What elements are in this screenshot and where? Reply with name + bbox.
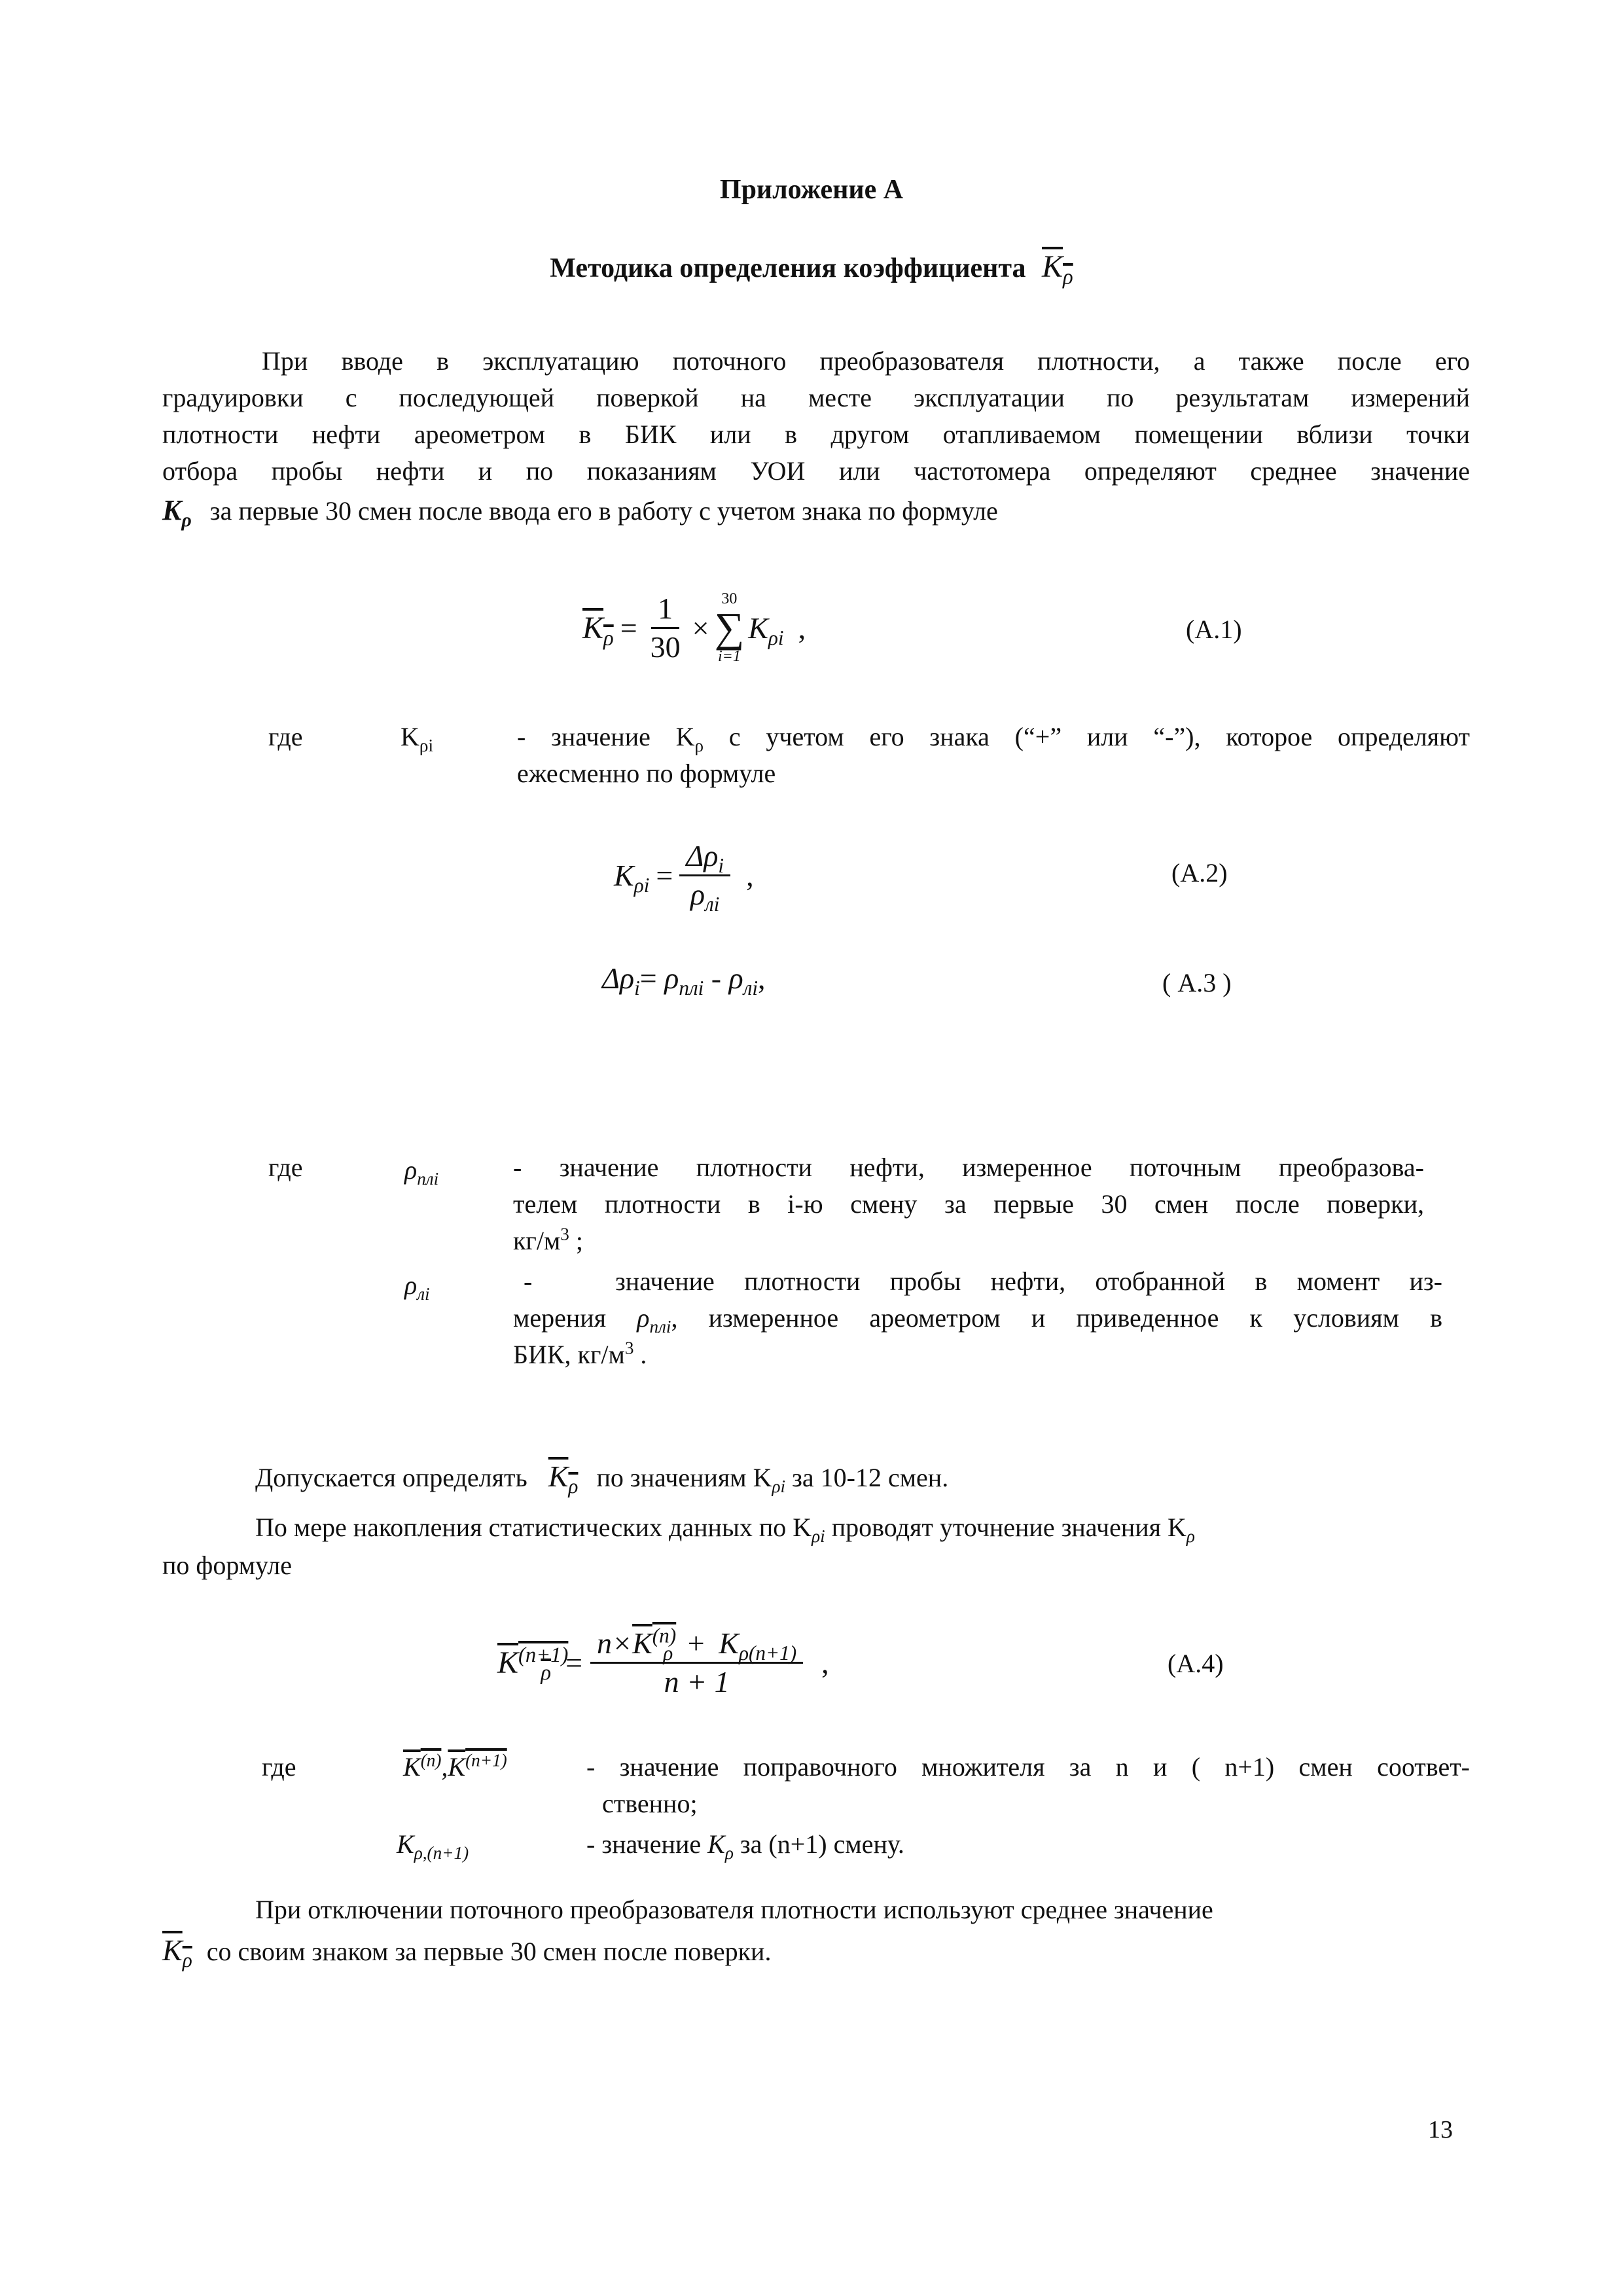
intro-line-1: При вводе в эксплуатацию поточного преобразователя плотности, а также после его	[262, 346, 1470, 376]
intro-line-2: градуировки с последующей поверкой на месте эксплуатации по результатам измерений	[162, 383, 1470, 412]
kpi-symbol: $K_{\rho i}$	[401, 722, 434, 755]
intro-line-3: плотности нефти ареометром в БИК или в другом отапливаемом помещении вблизи точки	[162, 420, 1470, 449]
rho-li-def-1: значение плотности пробы нефти, отобранной в момент из-	[615, 1266, 1442, 1296]
page-number: 13	[1428, 2116, 1453, 2144]
formula-a2: $K_{\rho i}$ = $\frac{\Delta\rho_i}{\rho_{лi}}$ ,	[614, 838, 754, 916]
formula-a2-label: (А.2)	[1171, 858, 1228, 888]
kp-n1-definition: - значение $K_\rho$ за (n+1) смену.	[586, 1829, 904, 1863]
rho-pli-def-2: телем плотности в i-ю смену за первые 30 смен после поверки,	[513, 1189, 1424, 1219]
kpi-definition-line-1: - значение $K_\rho$ с учетом его знака (“+” или “-”), которое определяют	[517, 722, 1470, 755]
final-paragraph-line-2: $K_\rho$ со своим знаком за первые 30 смен после поверки.	[162, 1933, 772, 1972]
intro-line-5: $K_\rho$ за первые 30 смен после ввода его в работу с учетом знака по формуле	[162, 494, 998, 531]
kp-n1-symbol: $K_{\rho,(n+1)}$	[397, 1829, 469, 1863]
k-n-definition-2: ственно;	[602, 1789, 698, 1818]
rho-li-def-2: мерения $\rho_{плi}$, измеренное ареометром и приведенное к условиям в	[513, 1303, 1442, 1336]
formula-a4: $K^{(n+1)}_\rho$ = $\frac{n\times K^{(n)}_\rho + K_{\rho(n+1)}}{n + 1}$ ,	[497, 1624, 829, 1698]
where-label-3: где	[262, 1752, 296, 1782]
rho-li-dash: -	[524, 1266, 533, 1296]
rho-pli-def-1: - значение плотности нефти, измеренное поточным преобразова-	[513, 1153, 1424, 1182]
where-label-2: где	[268, 1153, 303, 1182]
formula-a4-label: (А.4)	[1168, 1649, 1224, 1678]
accum-paragraph-line-2: по формуле	[162, 1551, 292, 1580]
rho-li-def-3: БИК, $кг/м^3$ .	[513, 1338, 647, 1369]
formula-a1-label: (А.1)	[1186, 615, 1242, 644]
accum-paragraph-line-1: По мере накопления статистических данных по $K_{\rho i}$ проводят уточнение значения $K_\rho$	[255, 1513, 1195, 1546]
rho-pli-def-3: $кг/м^3$ ;	[513, 1224, 583, 1255]
k-n-symbols: $K^{(n)},K^{(n+1)}$	[403, 1750, 507, 1782]
formula-a3: $\Delta\rho_i= \rho_{плi} - \rho_{лi}$,	[602, 961, 766, 1000]
k-n-definition-1: - значение поправочного множителя за n и ( n+1) смен соответ-	[586, 1752, 1470, 1782]
allow-paragraph: Допускается определять $K_\rho$ по значениям $K_{\rho i}$ за 10-12 смен.	[255, 1460, 949, 1498]
where-label-1: где	[268, 722, 303, 751]
method-heading: Методика определения коэффициента $K_\rho$	[550, 249, 1073, 289]
formula-a1: $K_\rho$ = $\frac{1}{30}$ × 30 ∑ i=1 $K_{\rho i}$ ,	[582, 590, 806, 665]
final-paragraph-line-1: При отключении поточного преобразователя плотности используют среднее значение	[255, 1895, 1213, 1924]
formula-a3-label: ( А.3 )	[1162, 968, 1232, 997]
summation-sign: 30 ∑ i=1	[714, 590, 745, 665]
rho-li-symbol: $\rho_{лi}$	[404, 1270, 430, 1304]
kpi-definition-line-2: ежесменно по формуле	[517, 759, 776, 788]
intro-line-4: отбора пробы нефти и по показаниям УОИ или частотомера определяют среднее значение	[162, 456, 1470, 486]
rho-pli-symbol: $\rho_{плi}$	[404, 1155, 439, 1189]
appendix-heading: Приложение А	[719, 175, 904, 205]
